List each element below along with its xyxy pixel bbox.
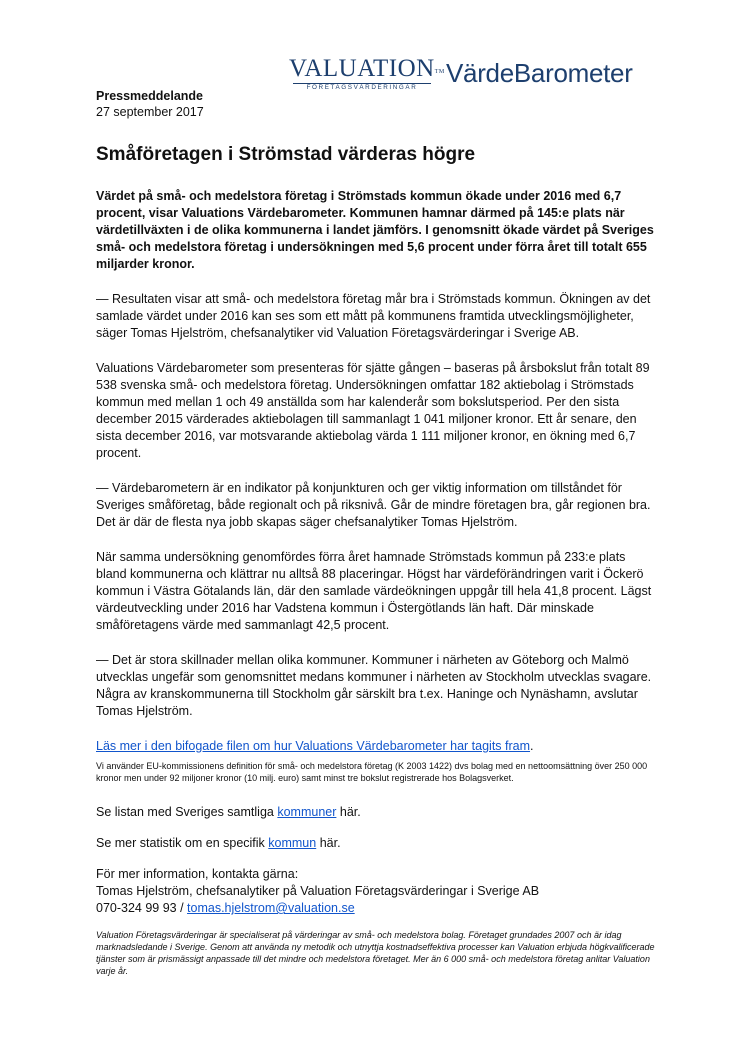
definition-note: Vi använder EU-kommissionens definition för små- och medelstora företag (K 2003 1422) dvs bolag med en nettoomsättning över 250 000 kronor men under 92 miljoner kronor (10 milj. euro) samt minst tre bokslut registrerade hos Bolagsverket. xyxy=(96,761,648,783)
municipality-list-line xyxy=(96,804,656,821)
kommun-link[interactable]: kommun xyxy=(268,836,317,850)
body-paragraph-3: — Värdebarometern är en indikator på konjunkturen och ger viktig information om tillståndet för Sveriges småföretag, både regionalt och på riksnivå. Går de mindre företagen bra, går regionen bra. Det är där de flesta nya jobb skapas säger chefsanalytiker Tomas Hjelström. xyxy=(96,481,651,529)
body-paragraph-4: När samma undersökning genomfördes förra året hamnade Strömstads kommun på 233:e plats bland kommunerna och klättrar nu alltså 88 placeringar. Högst har värdeförändringen varit i Öckerö kommun i Västra Götalands län, där den samlade värdeökningen uppgår till hela 41,8 procent. Lägst värdeutveckling under 2016 har Vadstena kommun i Östergötlands län haft. Där minskade småföretagens värde med sammanlagt 42,5 procent. xyxy=(96,550,652,632)
document-type-label: Pressmeddelande xyxy=(96,89,203,103)
list-line-after: här. xyxy=(336,805,361,819)
contact-phone: 070-324 99 93 / xyxy=(96,901,188,915)
kommuner-link[interactable]: kommuner xyxy=(277,805,337,819)
body-paragraph-2: Valuations Värdebarometer som presenteras för sjätte gången – baseras på årsbokslut från totalt 89 538 svenska små- och medelstora företag. Undersökningen omfattar 182 aktiebolag i Strömstads kommun med mellan 1 och 49 anställda som har kalenderår som bokslutsperiod. Per den sista december 2015 värderades aktiebolagen till sammanlagt 1 041 miljoner kronor. Ett år senare, den sista december 2016, var motsvarande aktiebolag värda 1 111 miljoner kronor, en ökning med 6,7 procent. xyxy=(96,361,650,460)
release-date: 27 september 2017 xyxy=(96,105,204,119)
vardebarometer-logo: VärdeBarometer xyxy=(446,58,633,88)
stats-line-before: Se mer statistik om en specifik xyxy=(96,836,269,850)
read-more-line xyxy=(96,738,656,755)
body-paragraph-5: — Det är stora skillnader mellan olika kommuner. Kommuner i närheten av Göteborg och Malmö utvecklas ungefär som genomsnittet medans kommuner i närheten av Stockholm utvecklas svagare. Några av kranskommunerna till Stockholm går särskilt bra t.ex. Haninge och Nynäshamn, avslutar Tomas Hjelström. xyxy=(96,653,652,718)
contact-email-link[interactable]: tomas.hjelstrom@valuation.se xyxy=(187,901,355,915)
body-paragraph-1: — Resultaten visar att små- och medelstora företag mår bra i Strömstads kommun. Ökningen av det samlade värdet under 2016 kan ses som ett mått på kommunens framtida utvecklingsmöjligheter, säger Tomas Hjelström, chefsanalytiker vid Valuation Företagsvärderingar i Sverige AB. xyxy=(96,292,651,340)
contact-line xyxy=(96,900,656,917)
valuation-logo-tagline: FÖRETAGSVÄRDERINGAR xyxy=(293,83,431,92)
page-title: Småföretagen i Strömstad värderas högre xyxy=(96,144,476,165)
contact-person: Tomas Hjelström, chefsanalytiker på Valuation Företagsvärderingar i Sverige AB xyxy=(96,884,540,898)
lead-paragraph: Värdet på små- och medelstora företag i Strömstads kommun ökade under 2016 med 6,7 procent, visar Valuations Värdebarometer. Kommunen hamnar därmed på 145:e plats när värdetillväxten i de olika kommunerna i landet jämförs. I genomsnitt ökade värdet på Sveriges små- och medelstora företag i undersökningen med 5,6 procent under förra året till totalt 655 miljarder kronor. xyxy=(96,189,654,271)
statistics-line xyxy=(96,835,656,852)
stats-line-after: här. xyxy=(316,836,341,850)
valuation-logo xyxy=(289,55,445,92)
valuation-logo-wordmark: VALUATION™ xyxy=(289,55,445,82)
read-more-link[interactable]: Läs mer i den bifogade filen om hur Valuations Värdebarometer har tagits fram xyxy=(96,739,531,753)
read-more-suffix: . xyxy=(530,739,534,753)
list-line-before: Se listan med Sveriges samtliga xyxy=(96,805,278,819)
contact-intro: För mer information, kontakta gärna: xyxy=(96,867,299,881)
company-boilerplate: Valuation Företagsvärderingar är specialiserat på värderingar av små- och medelstora bolag. Företaget grundades 2007 och är idag marknadsledande i Sverige. Genom att använda ny metodik och utnyttja kostnadseffektiva processer kan Valuation erbjuda högkvalificerade tjänster som är prismässigt anpassade till det mindre och medelstora företaget. Mer än 6 000 små- och medelstora företag anlitar Valuation varje år. xyxy=(96,930,655,976)
press-release xyxy=(96,88,656,977)
